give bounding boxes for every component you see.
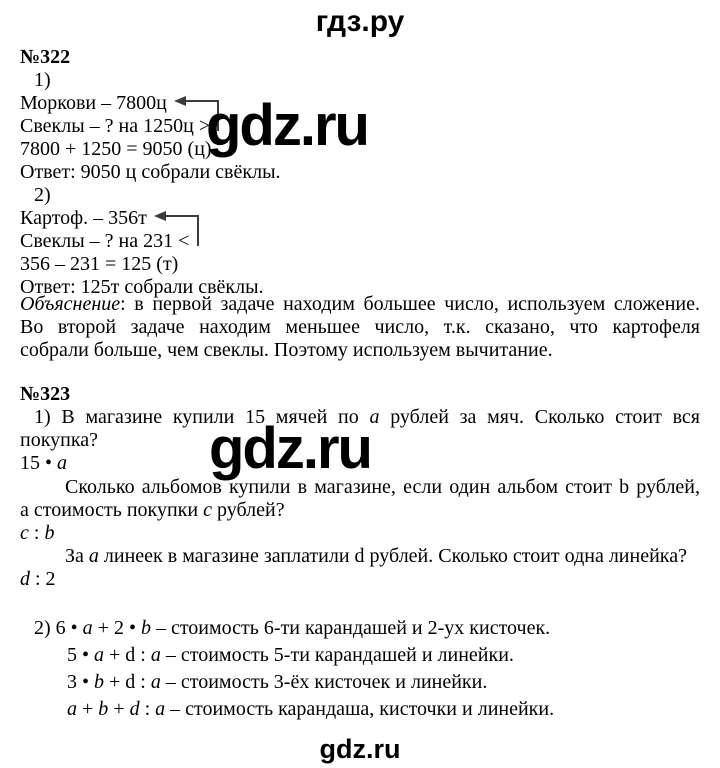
calculation-line: 7800 + 1250 = 9050 (ц): [20, 138, 212, 160]
expression-line: d : 2: [20, 568, 56, 590]
task-line: За a линеек в магазине заплатили d рублей. Сколько стоит одна линейка?: [65, 545, 687, 567]
gdz-watermark: gdz.ru: [209, 416, 371, 481]
problem-322-title: №322: [20, 46, 71, 68]
answer-line: Ответ: 9050 ц собрали свёклы.: [20, 161, 281, 183]
gdz-watermark: gdz.ru: [206, 93, 368, 158]
condition-line: Свеклы – ? на 231 <: [20, 230, 190, 252]
expression-line: c : b: [20, 522, 55, 544]
explanation-line: Во второй задаче находим меньшее число, т.к. сказано, что картофеля: [20, 316, 700, 338]
task-line: Сколько альбомов купили в магазине, если один альбом стоит b рублей,: [65, 476, 700, 498]
condition-line: Свеклы – ? на 1250ц >: [20, 115, 211, 137]
explanation-line: собрали больше, чем свеклы. Поэтому используем вычитание.: [20, 339, 553, 361]
explanation-line: Объяснение: в первой задаче находим большее число, используем сложение.: [20, 293, 700, 315]
calculation-line: 356 – 231 = 125 (т): [20, 253, 179, 275]
expression-line: 15 • a: [20, 452, 68, 474]
site-logo-footer: gdz.ru: [319, 734, 401, 764]
answer-line: Ответ: 125т собрали свёклы.: [20, 276, 264, 298]
task-line: 1) В магазине купили 15 мячей по a рублей за мяч. Сколько стоит вся: [34, 406, 700, 428]
problem-323-part2: [20, 615, 700, 723]
comparison-arrow-icon: [154, 209, 204, 249]
condition-line: Картоф. – 356т: [20, 207, 147, 229]
site-logo-header: гдз.ру: [315, 5, 405, 38]
expression-line: 3 • b + d : a – стоимость 3-ёх кисточек и линейки.: [67, 671, 488, 693]
expression-line: 5 • a + d : a – стоимость 5-ти карандашей и линейки.: [67, 644, 514, 666]
problem-323-title: №323: [20, 383, 71, 405]
condition-line: Моркови – 7800ц: [20, 92, 167, 114]
problem-323-tasks: [20, 476, 700, 591]
problem-322-section: [20, 46, 700, 299]
task-line: покупка?: [20, 429, 99, 451]
problem-322-part1-label: 1): [34, 69, 51, 91]
expression-line: a + b + d : a – стоимость карандаша, кисточки и линейки.: [67, 698, 555, 720]
explanation-paragraph: [20, 293, 700, 362]
task-line: а стоимость покупки c рублей?: [20, 499, 285, 521]
expression-line: 2) 6 • a + 2 • b – стоимость 6-ти карандашей и 2-ух кисточек.: [34, 617, 551, 639]
problem-322-part2-label: 2): [34, 184, 51, 206]
